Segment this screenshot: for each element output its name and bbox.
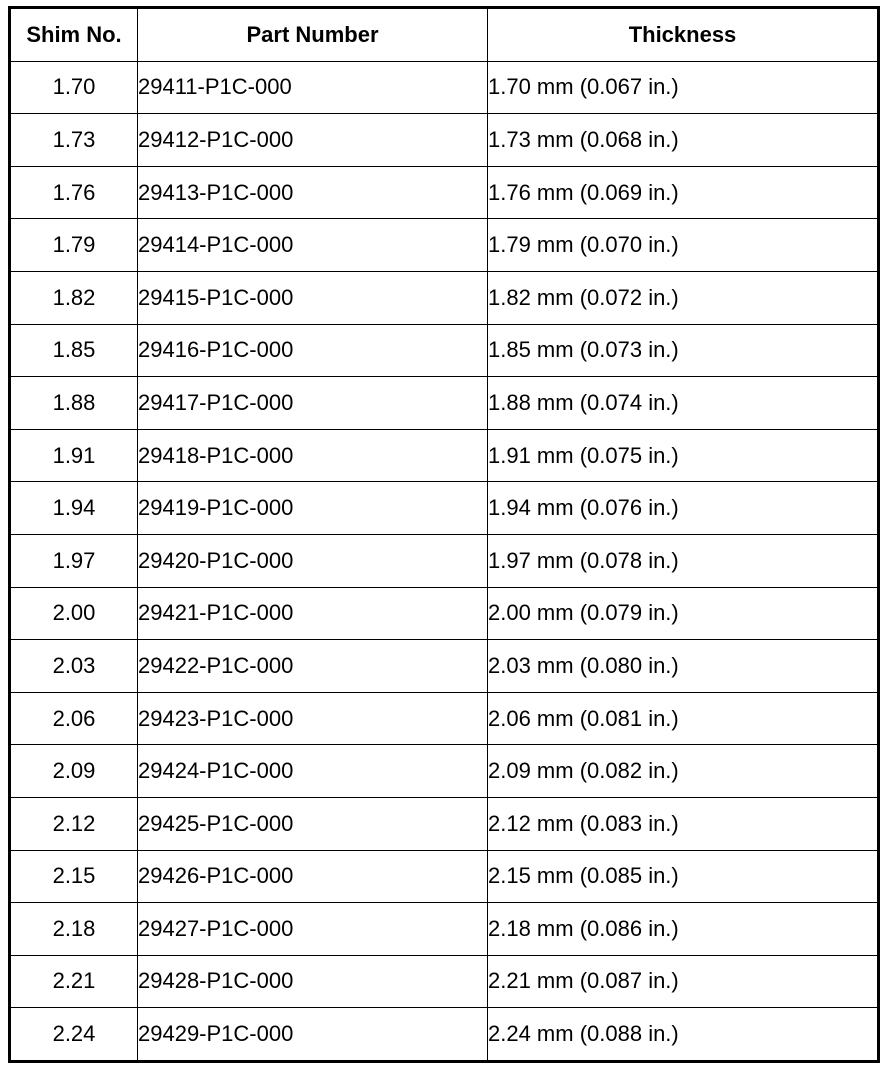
cell-part-no: 29414-P1C-000 [138,219,488,272]
table-row [10,482,879,535]
table-row [10,692,879,745]
cell-thickness: 1.82 mm (0.072 in.) [488,271,879,324]
cell-thickness: 2.21 mm (0.087 in.) [488,955,879,1008]
cell-shim-no: 1.85 [10,324,138,377]
cell-shim-no: 1.94 [10,482,138,535]
cell-thickness: 1.94 mm (0.076 in.) [488,482,879,535]
cell-thickness: 1.79 mm (0.070 in.) [488,219,879,272]
cell-part-no: 29428-P1C-000 [138,955,488,1008]
cell-thickness: 1.70 mm (0.067 in.) [488,61,879,114]
cell-part-no: 29419-P1C-000 [138,482,488,535]
table-row [10,429,879,482]
cell-part-no: 29421-P1C-000 [138,587,488,640]
cell-shim-no: 2.15 [10,850,138,903]
cell-thickness: 2.09 mm (0.082 in.) [488,745,879,798]
table-row [10,903,879,956]
table-row [10,114,879,167]
cell-thickness: 1.97 mm (0.078 in.) [488,534,879,587]
table-row [10,219,879,272]
table-row [10,534,879,587]
cell-shim-no: 2.09 [10,745,138,798]
table-body [10,61,879,1061]
cell-shim-no: 2.24 [10,1008,138,1062]
cell-thickness: 2.12 mm (0.083 in.) [488,797,879,850]
header-row [10,8,879,62]
cell-part-no: 29417-P1C-000 [138,377,488,430]
cell-shim-no: 2.21 [10,955,138,1008]
table-row [10,587,879,640]
cell-shim-no: 2.00 [10,587,138,640]
cell-thickness: 2.15 mm (0.085 in.) [488,850,879,903]
cell-part-no: 29415-P1C-000 [138,271,488,324]
cell-shim-no: 2.18 [10,903,138,956]
cell-part-no: 29420-P1C-000 [138,534,488,587]
table-row [10,324,879,377]
cell-thickness: 1.88 mm (0.074 in.) [488,377,879,430]
table-row [10,850,879,903]
table-row [10,271,879,324]
cell-shim-no: 1.76 [10,166,138,219]
cell-part-no: 29411-P1C-000 [138,61,488,114]
table-row [10,797,879,850]
cell-shim-no: 2.06 [10,692,138,745]
cell-part-no: 29424-P1C-000 [138,745,488,798]
cell-thickness: 1.76 mm (0.069 in.) [488,166,879,219]
cell-thickness: 1.85 mm (0.073 in.) [488,324,879,377]
table-row [10,61,879,114]
table-row [10,166,879,219]
shim-table-container [8,6,877,1063]
cell-shim-no: 1.91 [10,429,138,482]
cell-shim-no: 2.12 [10,797,138,850]
cell-shim-no: 1.73 [10,114,138,167]
cell-part-no: 29427-P1C-000 [138,903,488,956]
cell-part-no: 29416-P1C-000 [138,324,488,377]
cell-shim-no: 1.82 [10,271,138,324]
cell-part-no: 29426-P1C-000 [138,850,488,903]
cell-part-no: 29422-P1C-000 [138,640,488,693]
cell-shim-no: 1.97 [10,534,138,587]
cell-thickness: 2.18 mm (0.086 in.) [488,903,879,956]
cell-part-no: 29425-P1C-000 [138,797,488,850]
cell-thickness: 2.06 mm (0.081 in.) [488,692,879,745]
header-thickness: Thickness [488,8,879,62]
cell-thickness: 2.00 mm (0.079 in.) [488,587,879,640]
cell-part-no: 29413-P1C-000 [138,166,488,219]
table-row [10,377,879,430]
cell-part-no: 29418-P1C-000 [138,429,488,482]
header-part-number: Part Number [138,8,488,62]
header-shim-no: Shim No. [10,8,138,62]
cell-part-no: 29429-P1C-000 [138,1008,488,1062]
cell-shim-no: 1.88 [10,377,138,430]
cell-part-no: 29412-P1C-000 [138,114,488,167]
shim-table [8,6,880,1063]
table-row [10,955,879,1008]
cell-thickness: 2.24 mm (0.088 in.) [488,1008,879,1062]
cell-part-no: 29423-P1C-000 [138,692,488,745]
table-row [10,745,879,798]
table-row [10,640,879,693]
table-row [10,1008,879,1062]
cell-shim-no: 1.79 [10,219,138,272]
cell-shim-no: 2.03 [10,640,138,693]
cell-thickness: 1.73 mm (0.068 in.) [488,114,879,167]
cell-thickness: 2.03 mm (0.080 in.) [488,640,879,693]
cell-thickness: 1.91 mm (0.075 in.) [488,429,879,482]
cell-shim-no: 1.70 [10,61,138,114]
